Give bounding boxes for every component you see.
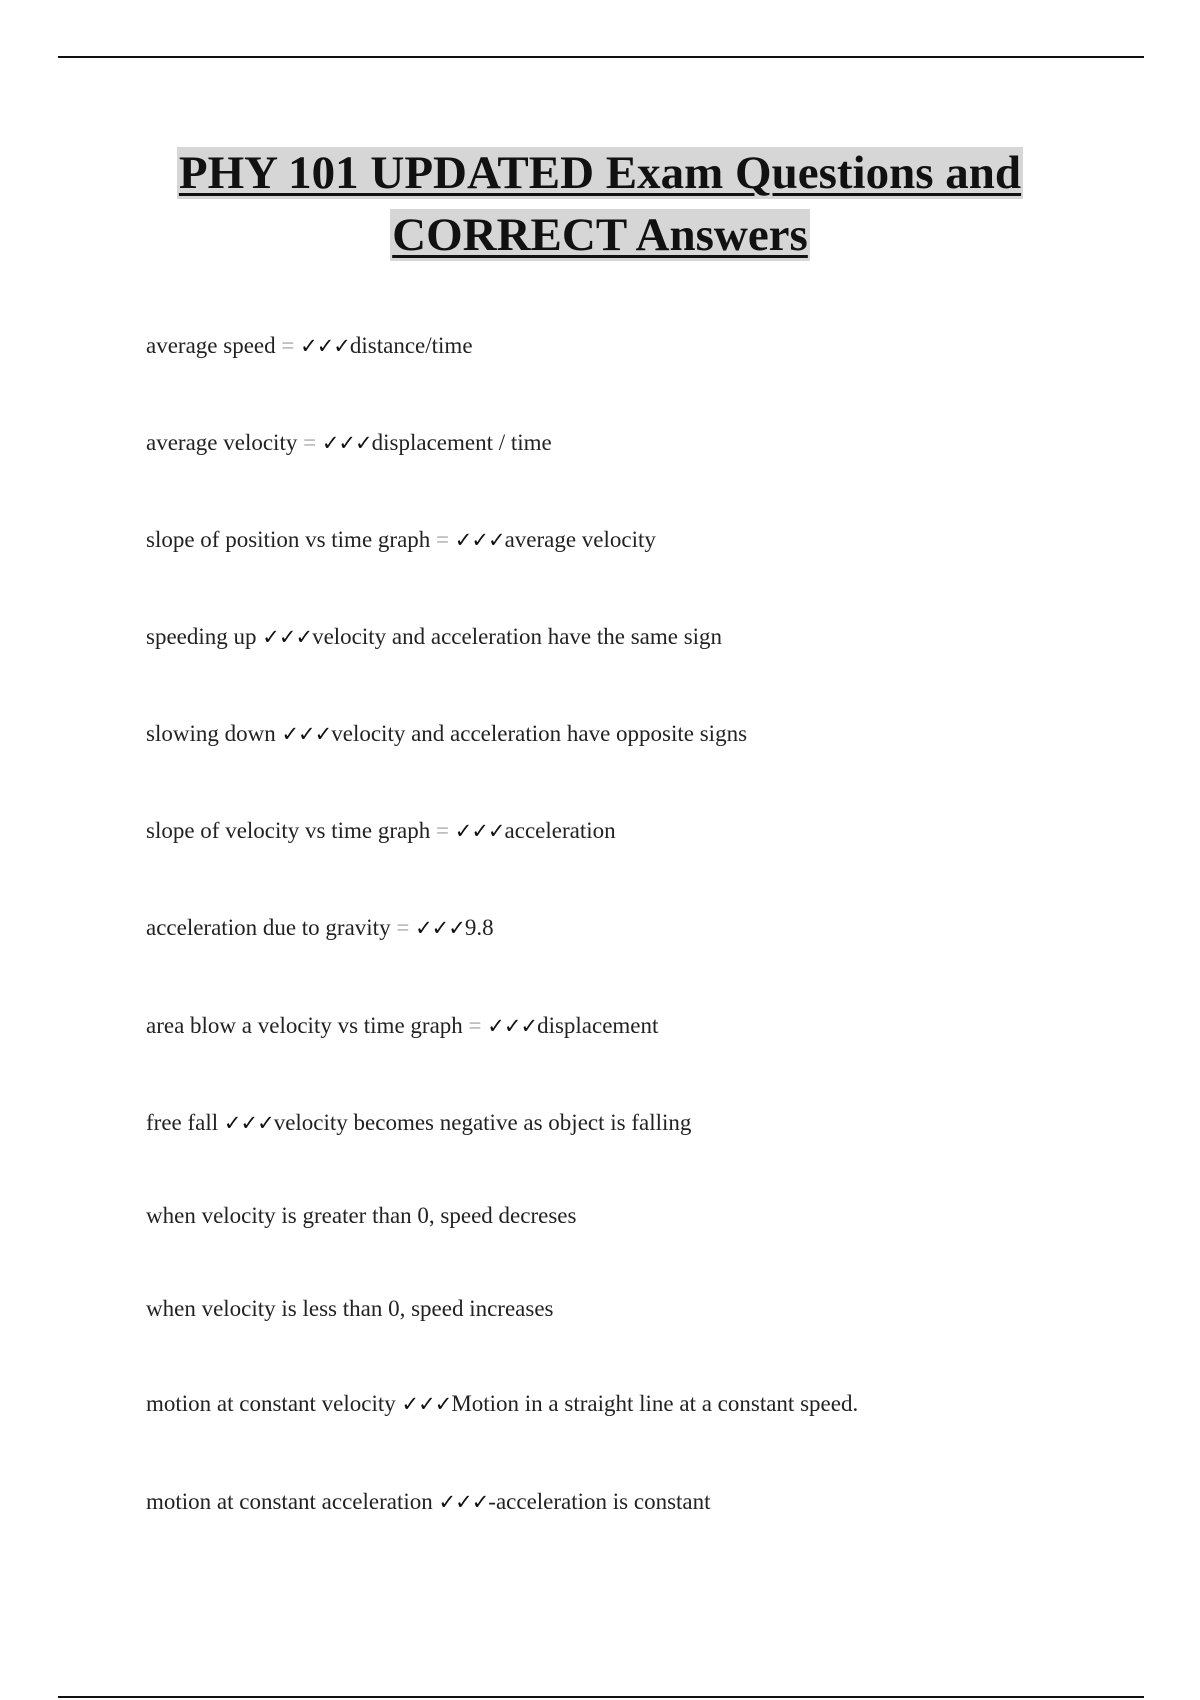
qa-answer: 9.8 xyxy=(464,915,494,940)
check-marks-icon: ✓✓✓ xyxy=(438,1490,489,1514)
qa-separator: = xyxy=(468,1013,488,1038)
qa-term: acceleration due to gravity xyxy=(146,915,397,940)
qa-term: average speed xyxy=(146,333,282,358)
qa-statement: when velocity is greater than 0, speed decreses xyxy=(146,1203,577,1228)
qa-term: speeding up xyxy=(146,624,263,649)
qa-item xyxy=(146,622,1146,652)
qa-separator: = xyxy=(436,527,455,552)
qa-item xyxy=(146,1201,1146,1231)
qa-item xyxy=(146,1108,1146,1138)
qa-item xyxy=(146,816,1146,846)
qa-statement: when velocity is less than 0, speed increases xyxy=(146,1296,554,1321)
check-marks-icon: ✓✓✓ xyxy=(321,431,372,455)
qa-term: area blow a velocity vs time graph xyxy=(146,1013,469,1038)
qa-answer: velocity and acceleration have opposite signs xyxy=(331,721,748,746)
check-marks-icon: ✓✓✓ xyxy=(487,1014,538,1038)
check-marks-icon: ✓✓✓ xyxy=(262,625,313,649)
qa-term: motion at constant velocity xyxy=(146,1391,402,1416)
check-marks-icon: ✓✓✓ xyxy=(454,819,505,843)
check-marks-icon: ✓✓✓ xyxy=(281,722,332,746)
qa-separator: = xyxy=(436,818,455,843)
qa-separator: = xyxy=(396,915,416,940)
check-marks-icon: ✓✓✓ xyxy=(415,916,465,940)
qa-item xyxy=(146,1389,1146,1419)
footer-rule xyxy=(58,1696,1144,1698)
qa-term: slope of position vs time graph xyxy=(146,527,437,552)
qa-term: motion at constant acceleration xyxy=(146,1489,439,1514)
title-line-1: PHY 101 UPDATED Exam Questions and xyxy=(178,147,1022,199)
qa-term: slowing down xyxy=(146,721,282,746)
qa-item xyxy=(146,913,1146,943)
qa-answer: displacement / time xyxy=(371,430,552,455)
qa-term: free fall xyxy=(146,1110,224,1135)
qa-item xyxy=(146,1487,1146,1517)
qa-item xyxy=(146,1294,1146,1324)
qa-separator: = xyxy=(281,333,301,358)
qa-answer: velocity and acceleration have the same sign xyxy=(312,624,723,649)
check-marks-icon: ✓✓✓ xyxy=(401,1392,452,1416)
check-marks-icon: ✓✓✓ xyxy=(223,1111,274,1135)
qa-answer: Motion in a straight line at a constant speed. xyxy=(451,1391,859,1416)
qa-term: average velocity xyxy=(146,430,304,455)
qa-item xyxy=(146,719,1146,749)
qa-separator: = xyxy=(303,430,322,455)
qa-item xyxy=(146,428,1146,458)
qa-answer: acceleration xyxy=(504,818,616,843)
check-marks-icon: ✓✓✓ xyxy=(454,528,505,552)
qa-term: slope of velocity vs time graph xyxy=(146,818,436,843)
qa-item xyxy=(146,331,1146,361)
qa-item xyxy=(146,1011,1146,1041)
qa-item xyxy=(146,525,1146,555)
qa-answer: -acceleration is constant xyxy=(488,1489,711,1514)
qa-answer: distance/time xyxy=(349,333,473,358)
qa-answer: average velocity xyxy=(504,527,656,552)
check-marks-icon: ✓✓✓ xyxy=(300,334,350,358)
qa-answer: displacement xyxy=(537,1013,659,1038)
qa-answer: velocity becomes negative as object is falling xyxy=(273,1110,692,1135)
title-line-2: CORRECT Answers xyxy=(392,209,808,261)
